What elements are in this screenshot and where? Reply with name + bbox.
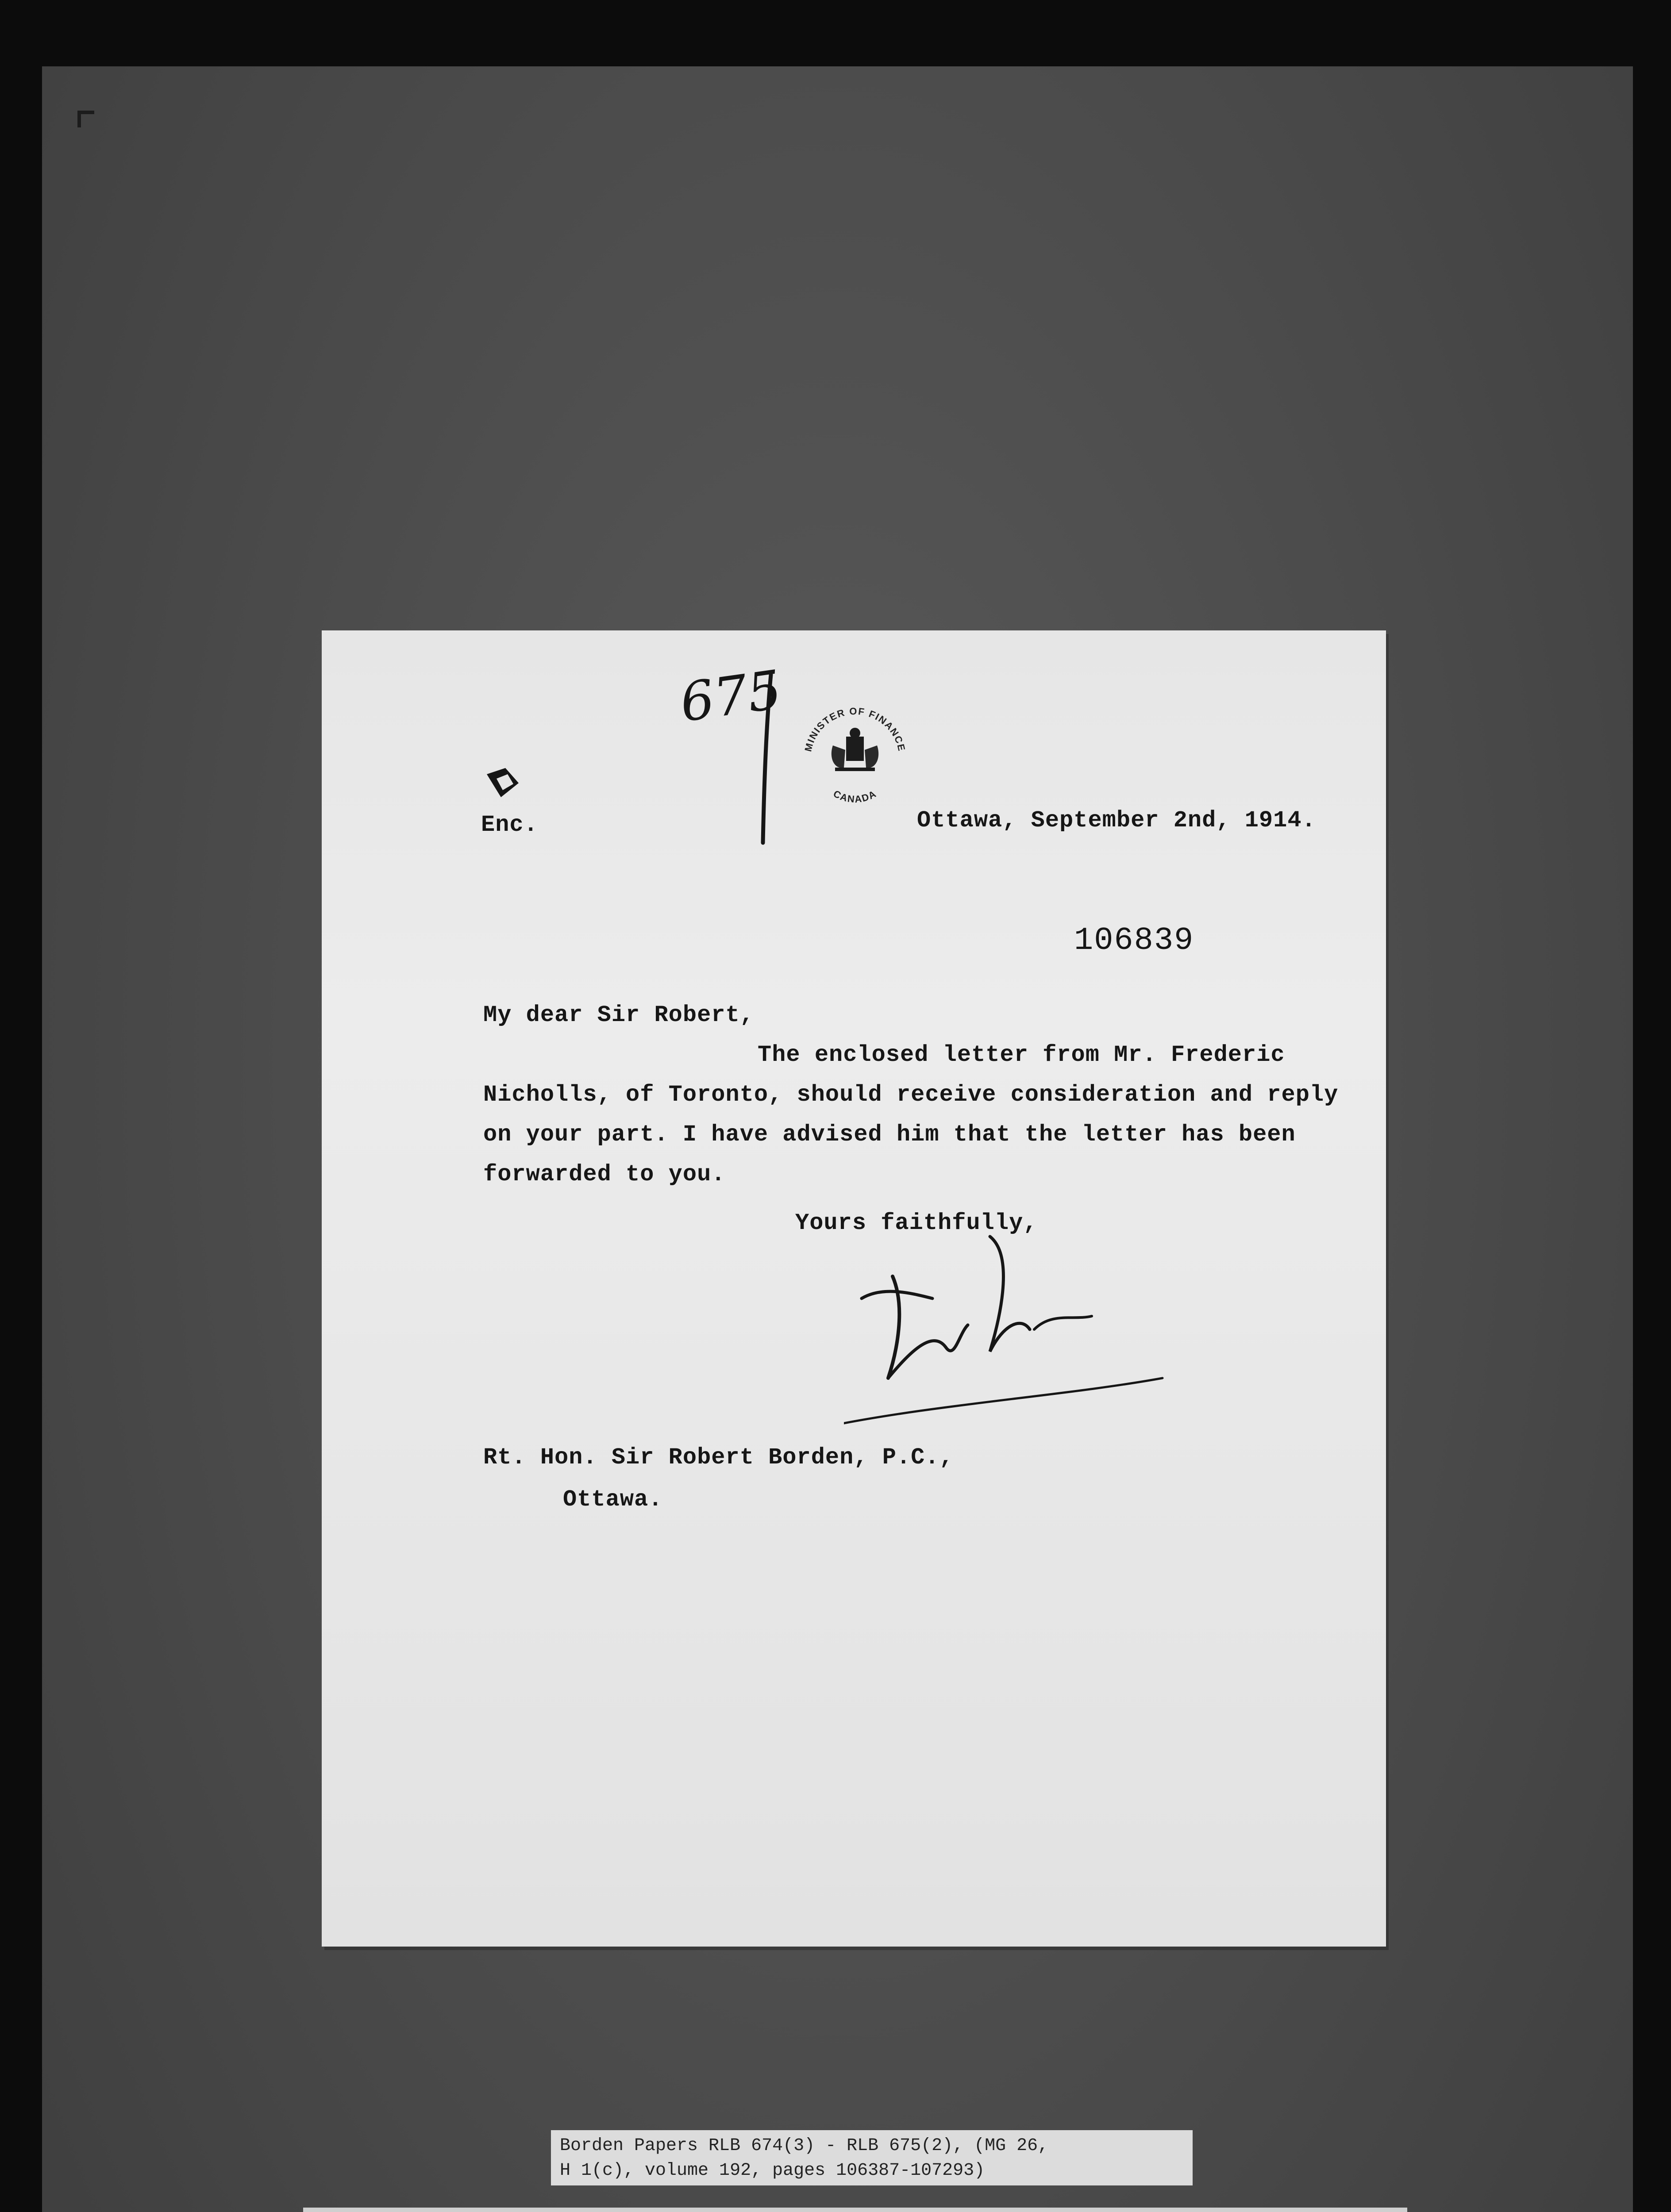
archive-label-line: H 1(c), volume 192, pages 106387-107293) xyxy=(560,2161,985,2181)
archives-stamp xyxy=(303,2208,1407,2212)
clip-mark-icon xyxy=(483,765,523,801)
dateline: Ottawa, September 2nd, 1914. xyxy=(917,807,1316,833)
body-line: on your part. I have advised him that the letter has been xyxy=(483,1121,1296,1148)
handwritten-stroke xyxy=(753,670,780,847)
recipient-line: Ottawa. xyxy=(563,1486,663,1513)
minister-of-finance-crest-icon xyxy=(797,692,913,807)
signature xyxy=(844,1219,1180,1431)
recipient-line: Rt. Hon. Sir Robert Borden, P.C., xyxy=(483,1444,954,1471)
closing: Yours faithfully, xyxy=(795,1210,1038,1236)
document-number: 106839 xyxy=(1074,922,1194,959)
svg-text:MINISTER OF FINANCE: MINISTER OF FINANCE xyxy=(802,705,908,753)
archive-label-line: Borden Papers RLB 674(3) - RLB 675(2), (MG 26, xyxy=(560,2136,1049,2156)
body-line: forwarded to you. xyxy=(483,1161,726,1187)
salutation: My dear Sir Robert, xyxy=(483,1002,754,1028)
handwritten-file-number: 675 xyxy=(676,659,785,734)
letter-page xyxy=(322,630,1386,1947)
enclosure-note: Enc. xyxy=(481,812,538,838)
body-line: The enclosed letter from Mr. Frederic xyxy=(758,1042,1285,1068)
archive-reference-label xyxy=(551,2130,1193,2185)
corner-mark xyxy=(77,111,94,127)
body-line: Nicholls, of Toronto, should receive consideration and reply xyxy=(483,1082,1339,1108)
svg-text:CANADA: CANADA xyxy=(831,788,879,805)
